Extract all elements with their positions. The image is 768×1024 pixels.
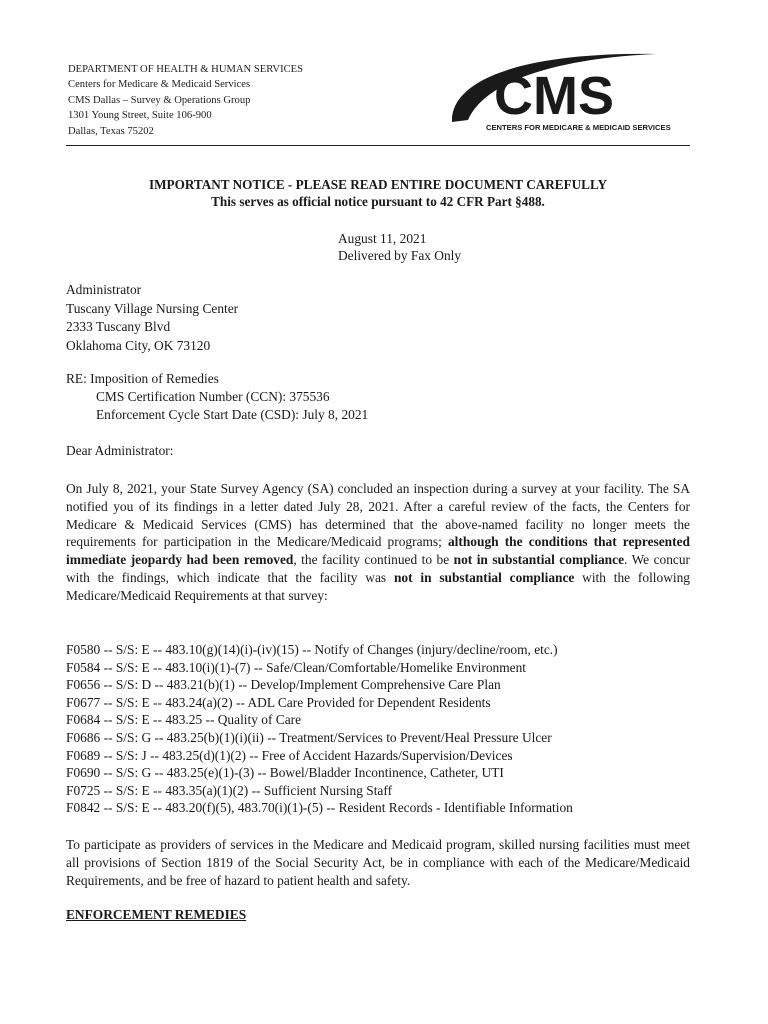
- deficiency-item: F0686 -- S/S: G -- 483.25(b)(1)(i)(ii) -- Treatment/Services to Prevent/Heal Pressure Ulcer: [66, 729, 552, 745]
- logo-subtext: CENTERS FOR MEDICARE & MEDICAID SERVICES: [486, 123, 671, 132]
- section-heading: ENFORCEMENT REMEDIES: [66, 907, 247, 922]
- participation-paragraph: To participate as providers of services in the Medicare and Medicaid program, skilled nursing facilities must meet all provisions of Section 1819 of the Social Security Act, be in compliance with each of the Medicare/Medicaid Requirements, and be free of hazard to patient health and safety.: [66, 837, 690, 888]
- deficiency-item: F0725 -- S/S: E -- 483.35(a)(1)(2) -- Sufficient Nursing Staff: [66, 782, 393, 798]
- deficiency-item: F0580 -- S/S: E -- 483.10(g)(14)(i)-(iv)(15) -- Notify of Changes (injury/decline/room, etc.): [66, 642, 558, 657]
- deficiency-item: F0690 -- S/S: G -- 483.25(e)(1)-(3) -- Bowel/Bladder Incontinence, Catheter, UTI: [66, 765, 504, 781]
- address-line: CMS Dallas – Survey & Operations Group: [68, 94, 251, 106]
- letter-date: August 11, 2021: [338, 231, 427, 246]
- deficiency-list: [66, 641, 573, 817]
- notice-title: IMPORTANT NOTICE - PLEASE READ ENTIRE DOCUMENT CAREFULLY: [148, 177, 608, 192]
- ccn-line: CMS Certification Number (CCN): 375536: [96, 389, 330, 404]
- text-run: , the facility continued to be: [293, 552, 454, 568]
- findings-paragraph: [66, 480, 690, 605]
- deficiency-item: F0656 -- S/S: D -- 483.21(b)(1) -- Develop/Implement Comprehensive Care Plan: [66, 677, 501, 693]
- date-block: [338, 230, 461, 264]
- cms-logo: [446, 48, 696, 138]
- sender-address: [68, 62, 303, 139]
- salutation: Dear Administrator:: [66, 443, 174, 458]
- deficiency-item: F0842 -- S/S: E -- 483.20(f)(5), 483.70(i)(1)-(5) -- Resident Records - Identifiable Information: [66, 800, 573, 816]
- deficiency-item: F0684 -- S/S: E -- 483.25 -- Quality of Care: [66, 712, 302, 728]
- text-run: On July 8, 2021, your State Survey Agency (SA) concluded an inspection during a survey at your facility. The SA notified you of its findings in a letter dated July 28, 2021. After a careful review of the facts, the Centers for Medicare & Medicaid Services (CMS) has determined that the above-named facility no longer meets the requirements for participation in the Medicare/Medicaid programs;: [66, 481, 690, 550]
- text-run: . We concur with the findings, which indicate that the facility was: [66, 552, 691, 585]
- csd-line: Enforcement Cycle Start Date (CSD): July 8, 2021: [96, 407, 369, 422]
- subject-line: RE: Imposition of Remedies: [66, 371, 219, 386]
- bold-text: although the conditions that represented immediate jeopardy had been removed: [66, 534, 690, 568]
- header-divider: [66, 145, 690, 146]
- address-line: Dallas, Texas 75202: [68, 125, 154, 137]
- bold-text: not in substantial compliance: [393, 569, 575, 585]
- logo-wordmark: CMS: [494, 66, 614, 126]
- notice-subtitle: This serves as official notice pursuant to 42 CFR Part §488.: [211, 194, 545, 209]
- subject-block: [66, 370, 368, 424]
- recipient-line: Tuscany Village Nursing Center: [66, 300, 239, 316]
- bold-text: not in substantial compliance: [453, 552, 625, 568]
- delivery-method: Delivered by Fax Only: [338, 248, 462, 263]
- address-line: Centers for Medicare & Medicaid Services: [68, 79, 251, 91]
- text-run: with the following Medicare/Medicaid Requirements at that survey:: [66, 569, 690, 603]
- notice-heading: [66, 176, 690, 210]
- address-line: 1301 Young Street, Suite 106-900: [68, 110, 212, 122]
- recipient-address: [66, 281, 238, 355]
- deficiency-item: F0677 -- S/S: E -- 483.24(a)(2) -- ADL Care Provided for Dependent Residents: [66, 694, 491, 710]
- recipient-line: 2333 Tuscany Blvd: [66, 319, 171, 334]
- address-line: DEPARTMENT OF HEALTH & HUMAN SERVICES: [68, 64, 304, 75]
- deficiency-item: F0584 -- S/S: E -- 483.10(i)(1)-(7) -- Safe/Clean/Comfortable/Homelike Environment: [66, 659, 527, 675]
- deficiency-item: F0689 -- S/S: J -- 483.25(d)(1)(2) -- Free of Accident Hazards/Supervision/Devices: [66, 747, 513, 763]
- recipient-line: Oklahoma City, OK 73120: [66, 337, 211, 353]
- recipient-line: Administrator: [66, 282, 142, 297]
